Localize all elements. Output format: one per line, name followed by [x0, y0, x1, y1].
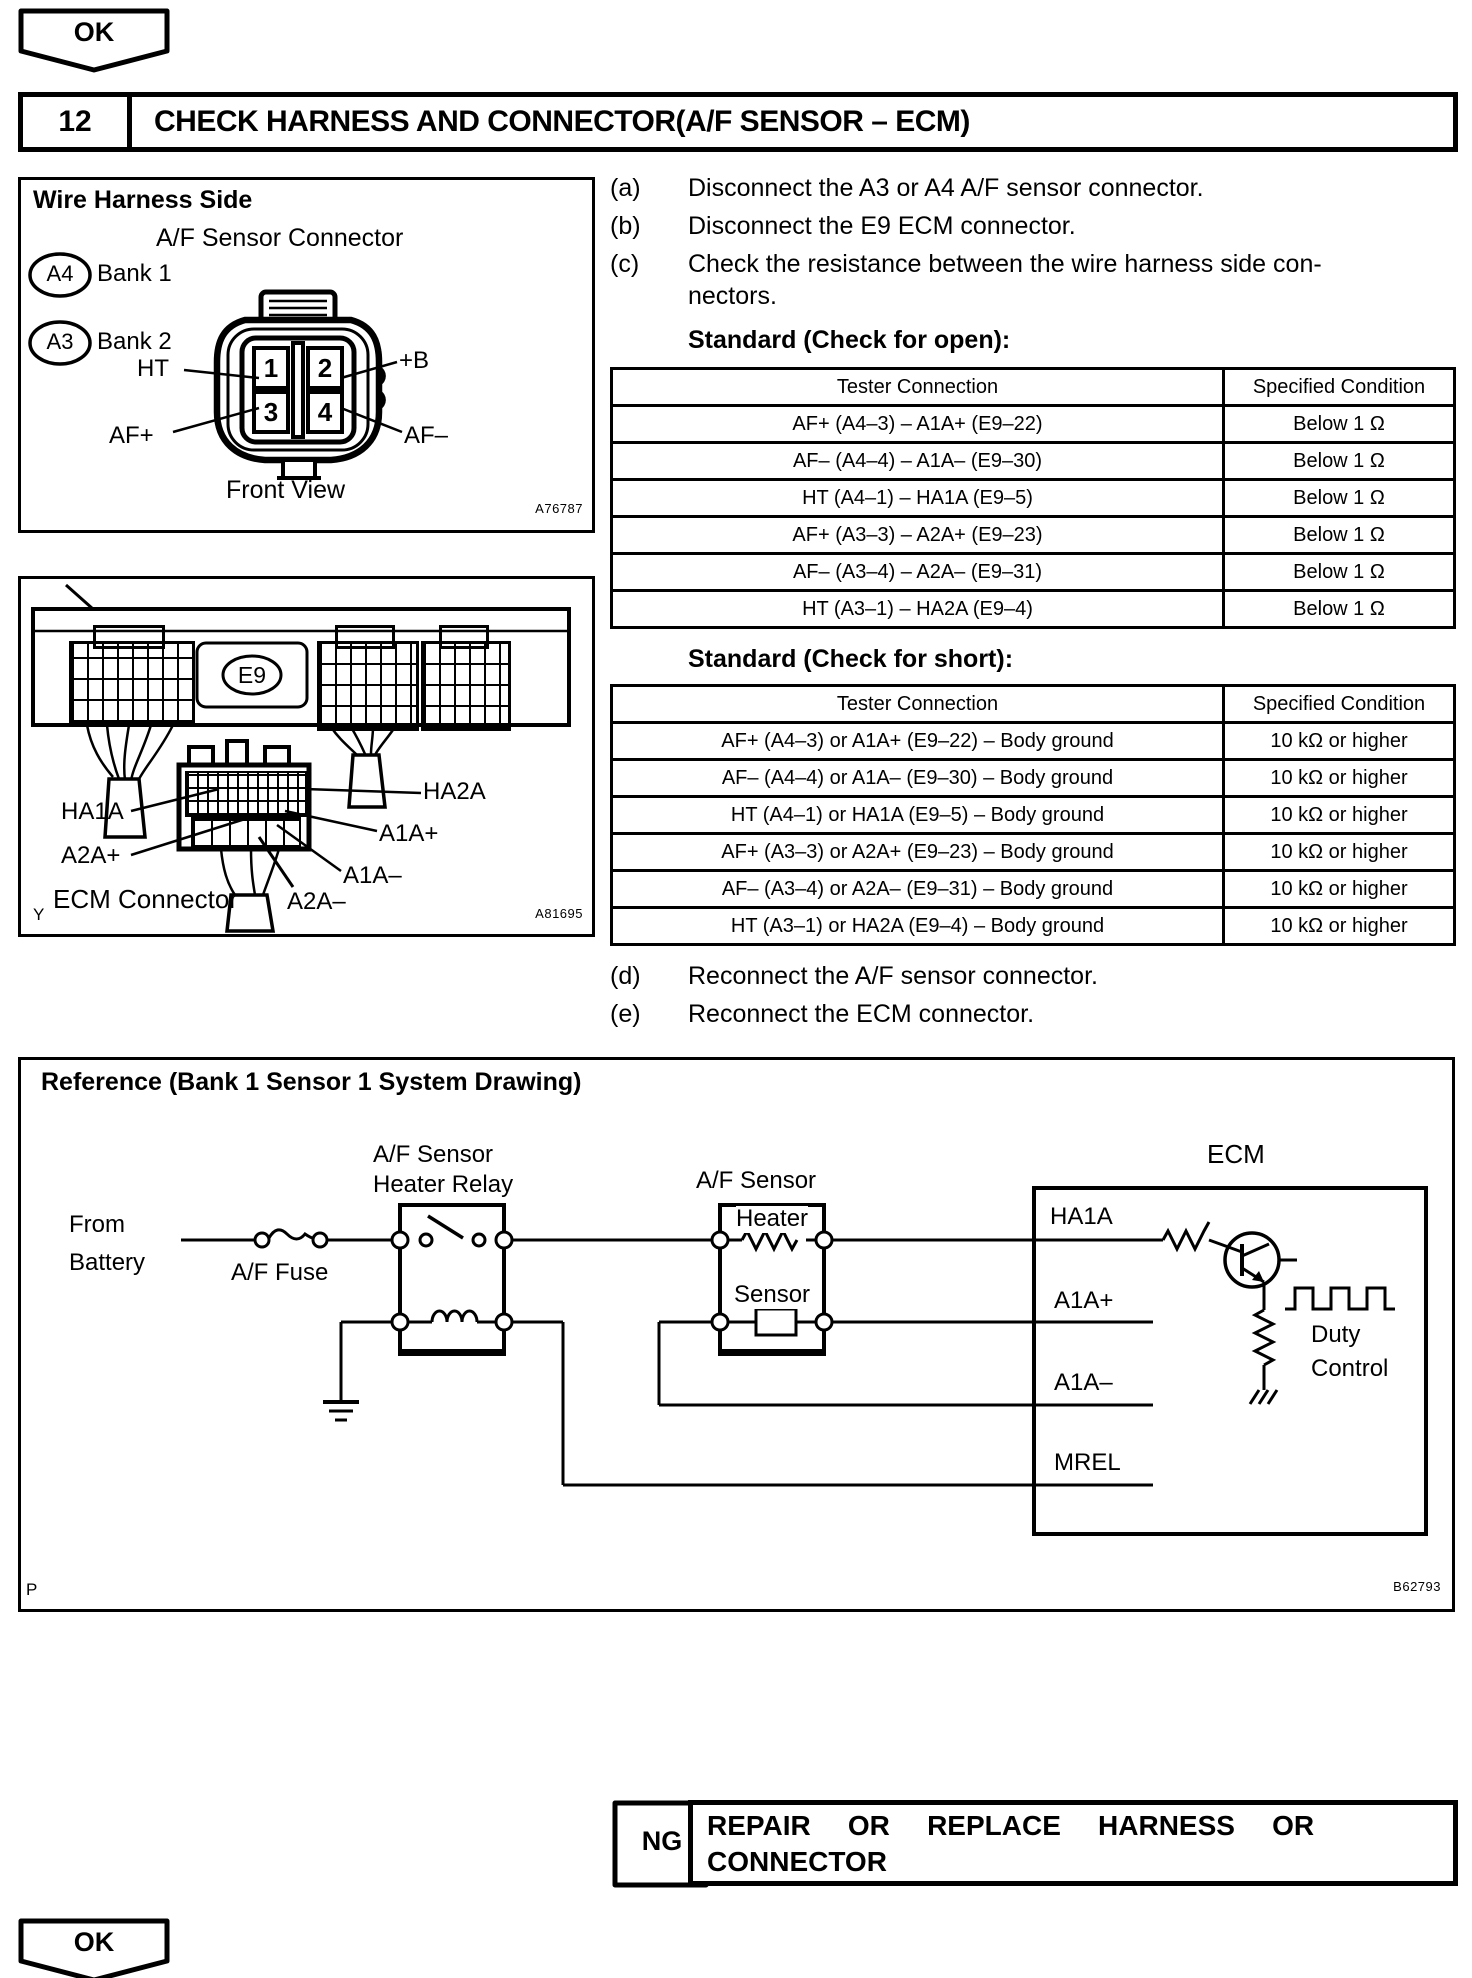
- ok-badge-bottom-label: OK: [73, 1927, 115, 1957]
- ecm-connector-caption: ECM Connector: [53, 884, 238, 914]
- ok-badge-top-label: OK: [73, 17, 115, 47]
- af-sensor-label: A/F Sensor: [696, 1167, 817, 1194]
- tester-connection-cell: AF+ (A3–3) – A2A+ (E9–23): [613, 515, 1225, 552]
- a1a-minus-pin-label: A1A–: [1054, 1369, 1113, 1396]
- specified-condition-cell: 10 kΩ or higher: [1225, 906, 1453, 943]
- from-battery-label-line1: From: [69, 1211, 125, 1238]
- bank2-tag: A3: [46, 329, 74, 354]
- specified-condition-cell: Below 1 Ω: [1225, 515, 1453, 552]
- wire-harness-side-panel: [18, 177, 595, 533]
- tester-connection-cell: HT (A3–1) – HA2A (E9–4): [613, 589, 1225, 626]
- step-d-text: Reconnect the A/F sensor connector.: [688, 962, 1098, 990]
- corner-letter-p: P: [26, 1580, 38, 1599]
- column-header-tester-connection: Tester Connection: [613, 370, 1225, 404]
- a2a-minus-label: A2A–: [287, 888, 346, 915]
- step-d-id: (d): [610, 962, 641, 990]
- specified-condition-cell: Below 1 Ω: [1225, 404, 1453, 441]
- procedure-text: [610, 172, 1456, 1036]
- tester-connection-cell: AF+ (A4–3) or A1A+ (E9–22) – Body ground: [613, 721, 1225, 758]
- tester-connection-cell: AF– (A3–4) or A2A– (E9–31) – Body ground: [613, 869, 1225, 906]
- af-minus-pin-label: AF–: [404, 422, 449, 449]
- pin-number-3: 3: [263, 397, 279, 427]
- ha1a-pin-label: HA1A: [1050, 1203, 1113, 1230]
- tester-connection-cell: HT (A4–1) – HA1A (E9–5): [613, 478, 1225, 515]
- bank1-tag: A4: [46, 261, 74, 286]
- step-d: [610, 960, 1456, 992]
- af-sensor-connector-label: A/F Sensor Connector: [156, 224, 404, 252]
- step-header: [18, 92, 1458, 152]
- specified-condition-cell: Below 1 Ω: [1225, 589, 1453, 626]
- reference-panel: [18, 1057, 1455, 1612]
- step-a-text: Disconnect the A3 or A4 A/F sensor connector.: [688, 174, 1204, 202]
- step-b-id: (b): [610, 212, 641, 240]
- step-e-id: (e): [610, 1000, 641, 1028]
- tester-connection-cell: AF+ (A4–3) – A1A+ (E9–22): [613, 404, 1225, 441]
- bank1-label: Bank 1: [97, 260, 172, 287]
- step-a-id: (a): [610, 174, 641, 202]
- ng-badge-label: NG: [641, 1826, 683, 1856]
- tester-connection-cell: AF+ (A3–3) or A2A+ (E9–23) – Body ground: [613, 832, 1225, 869]
- ha2a-label: HA2A: [423, 778, 486, 805]
- a1a-minus-label: A1A–: [343, 862, 402, 889]
- column-header-tester-connection: Tester Connection: [613, 687, 1225, 721]
- ha1a-label: HA1A: [61, 798, 124, 825]
- a2a-plus-label: A2A+: [61, 842, 121, 869]
- figure-id-a76787: A76787: [535, 501, 583, 516]
- wire-harness-title: Wire Harness Side: [33, 186, 253, 214]
- specified-condition-cell: 10 kΩ or higher: [1225, 721, 1453, 758]
- ht-pin-label: HT: [137, 355, 169, 382]
- ng-action-box: [688, 1800, 1458, 1886]
- tester-connection-cell: AF– (A4–4) or A1A– (E9–30) – Body ground: [613, 758, 1225, 795]
- harness-connector-pin-grid-lower: [191, 817, 301, 849]
- step-b: [610, 210, 1456, 242]
- ecm-label: ECM: [1207, 1139, 1265, 1169]
- step-e: [610, 998, 1456, 1030]
- sensor-label: Sensor: [734, 1281, 811, 1308]
- heater-label: Heater: [736, 1205, 809, 1232]
- ecm-connector-panel: [18, 576, 595, 937]
- af-fuse-label: A/F Fuse: [231, 1259, 329, 1286]
- step-b-text: Disconnect the E9 ECM connector.: [688, 212, 1076, 240]
- column-header-specified-condition: Specified Condition: [1252, 693, 1426, 715]
- specified-condition-cell: Below 1 Ω: [1225, 441, 1453, 478]
- tester-connection-cell: HT (A4–1) or HA1A (E9–5) – Body ground: [613, 795, 1225, 832]
- open-check-heading: Standard (Check for open):: [688, 326, 1011, 354]
- corner-letter-y: Y: [33, 905, 45, 924]
- step-c-text-line2: nectors.: [688, 282, 777, 310]
- figure-id-a81695: A81695: [535, 906, 583, 921]
- column-header-specified-condition: Specified Condition: [1252, 376, 1426, 398]
- duty-control-label-line1: Duty: [1311, 1321, 1361, 1348]
- specified-condition-cell: Below 1 Ω: [1225, 478, 1453, 515]
- harness-connector-pin-grid: [185, 771, 307, 817]
- from-battery-label-line2: Battery: [69, 1249, 146, 1276]
- specified-condition-cell: 10 kΩ or higher: [1225, 832, 1453, 869]
- specified-condition-cell: 10 kΩ or higher: [1225, 869, 1453, 906]
- pin-number-4: 4: [317, 397, 333, 427]
- step-title: CHECK HARNESS AND CONNECTOR(A/F SENSOR – ECM): [154, 105, 970, 138]
- af-plus-pin-label: AF+: [109, 422, 154, 449]
- ecm-connector-figure: [21, 579, 592, 934]
- step-c-id: (c): [610, 250, 640, 278]
- figure-id-b62793: B62793: [1393, 1579, 1441, 1594]
- tester-connection-cell: AF– (A4–4) – A1A– (E9–30): [613, 441, 1225, 478]
- b-plus-pin-label: +B: [399, 347, 430, 374]
- heater-relay-label-line1: A/F Sensor: [373, 1141, 494, 1168]
- open-check-table: [610, 367, 1456, 629]
- pin-number-1: 1: [263, 353, 279, 383]
- duty-control-label-line2: Control: [1311, 1355, 1389, 1382]
- step-a: [610, 172, 1456, 204]
- mrel-pin-label: MREL: [1054, 1449, 1121, 1476]
- pin-number-2: 2: [317, 353, 333, 383]
- step-c-text-line1: Check the resistance between the wire harness side con-: [688, 250, 1322, 278]
- step-c: [610, 248, 1456, 312]
- step-e-text: Reconnect the ECM connector.: [688, 1000, 1035, 1028]
- heater-relay-label-line2: Heater Relay: [373, 1171, 514, 1198]
- specified-condition-cell: 10 kΩ or higher: [1225, 795, 1453, 832]
- e9-tag: E9: [237, 662, 267, 688]
- short-check-table: [610, 684, 1456, 946]
- tester-connection-cell: HT (A3–1) or HA2A (E9–4) – Body ground: [613, 906, 1225, 943]
- specified-condition-cell: 10 kΩ or higher: [1225, 758, 1453, 795]
- short-check-heading: Standard (Check for short):: [688, 645, 1014, 673]
- specified-condition-cell: Below 1 Ω: [1225, 552, 1453, 589]
- step-number: 12: [23, 97, 132, 147]
- a1a-plus-pin-label: A1A+: [1054, 1287, 1114, 1314]
- ng-action-line1: REPAIR OR REPLACE HARNESS OR: [707, 1810, 1315, 1841]
- bank2-label: Bank 2: [97, 328, 172, 355]
- ng-action-line2: CONNECTOR: [707, 1846, 887, 1877]
- front-view-label: Front View: [226, 476, 346, 504]
- reference-title: Reference (Bank 1 Sensor 1 System Drawing): [41, 1068, 582, 1096]
- tester-connection-cell: AF– (A3–4) – A2A– (E9–31): [613, 552, 1225, 589]
- a1a-plus-label: A1A+: [379, 820, 439, 847]
